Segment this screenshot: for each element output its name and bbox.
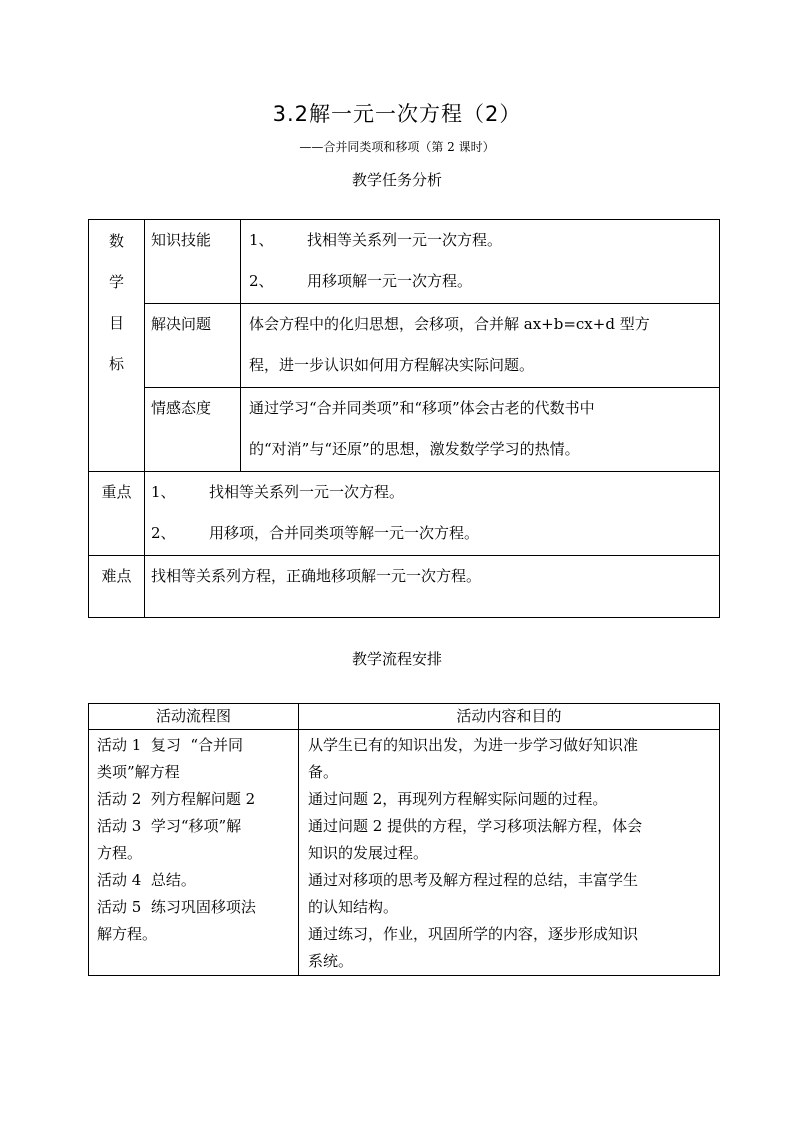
difficulty-text: 找相等关系列方程，正确地移项解一元一次方程。 [151, 567, 482, 585]
goal-label-cell [89, 220, 145, 472]
activity-line: 活动 4 总结。 [97, 871, 196, 889]
attitude-line: 通过学习“合并同类项”和“移项”体会古老的代数书中 [249, 399, 595, 417]
item-text: 找相等关系列一元一次方程。 [307, 231, 503, 249]
content-line: 系统。 [308, 952, 354, 970]
knowledge-item [249, 261, 719, 302]
document-title: 3.2解一元一次方程（2） [272, 102, 522, 126]
key-label-cell [89, 472, 145, 556]
problem-line: 程，进一步认识如何用方程解决实际问题。 [249, 356, 535, 374]
key-item [151, 513, 719, 554]
knowledge-item [249, 220, 719, 261]
content-line: 通过问题 2，再现列方程解实际问题的过程。 [308, 790, 608, 808]
content-line: 的认知结构。 [308, 898, 399, 916]
task-analysis-table [88, 219, 720, 618]
activity-line: 活动 1 复习 “合并同 [97, 736, 244, 754]
content-line: 从学生已有的知识出发，为进一步学习做好知识准 [308, 736, 639, 754]
activity-line: 活动 5 练习巩固移项法 [97, 898, 256, 916]
activity-line: 类项”解方程 [97, 763, 180, 781]
key-content-cell [145, 472, 720, 556]
section-heading-flow: 教学流程安排 [351, 650, 442, 668]
goal-label-char: 目 [108, 314, 124, 332]
knowledge-label-cell [145, 220, 241, 304]
content-line: 知识的发展过程。 [308, 844, 429, 862]
activity-line: 方程。 [97, 844, 143, 862]
goal-label-char: 标 [108, 355, 124, 373]
goal-label-char: 学 [108, 273, 124, 291]
flow-activities-cell [89, 730, 299, 976]
problem-line: 体会方程中的化归思想，会移项，合并解 ax+b=cx+d 型方 [249, 315, 650, 333]
content-line: 备。 [308, 763, 339, 781]
attitude-line: 的“对消”与“还原”的思想，激发数学学习的热情。 [249, 440, 580, 458]
item-text: 找相等关系列一元一次方程。 [209, 483, 405, 501]
difficulty-content-cell [145, 556, 720, 618]
flow-column-header: 活动内容和目的 [299, 704, 720, 730]
key-item [151, 472, 719, 513]
section-heading-analysis: 教学任务分析 [351, 171, 442, 189]
problem-content-cell [241, 304, 720, 388]
content-line: 通过练习，作业，巩固所学的内容，逐步形成知识 [308, 925, 639, 943]
knowledge-content-cell [241, 220, 720, 304]
problem-label-cell [145, 304, 241, 388]
activity-line: 解方程。 [97, 925, 158, 943]
item-number: 2、 [249, 272, 274, 290]
goal-label-char: 数 [108, 232, 124, 250]
teaching-flow-table [88, 703, 720, 976]
attitude-label: 情感态度 [151, 399, 212, 417]
item-text: 用移项解一元一次方程。 [307, 272, 473, 290]
key-label: 重点 [101, 483, 132, 501]
item-text: 用移项，合并同类项等解一元一次方程。 [209, 524, 480, 542]
item-number: 1、 [249, 231, 274, 249]
document-subtitle: ——合并同类项和移项（第 2 课时） [299, 140, 495, 154]
problem-label: 解决问题 [151, 315, 212, 333]
attitude-label-cell [145, 388, 241, 472]
activity-line: 活动 2 列方程解问题 2 [97, 790, 256, 808]
difficulty-label-cell [89, 556, 145, 618]
content-line: 通过对移项的思考及解方程过程的总结，丰富学生 [308, 871, 639, 889]
knowledge-label: 知识技能 [151, 231, 212, 249]
flow-column-header: 活动流程图 [89, 704, 299, 730]
flow-content-cell [299, 730, 720, 976]
item-number: 1、 [151, 483, 176, 501]
attitude-content-cell [241, 388, 720, 472]
content-line: 通过问题 2 提供的方程，学习移项法解方程，体会 [308, 817, 643, 835]
activity-line: 活动 3 学习“移项”解 [97, 817, 242, 835]
difficulty-label: 难点 [101, 567, 132, 585]
item-number: 2、 [151, 524, 176, 542]
